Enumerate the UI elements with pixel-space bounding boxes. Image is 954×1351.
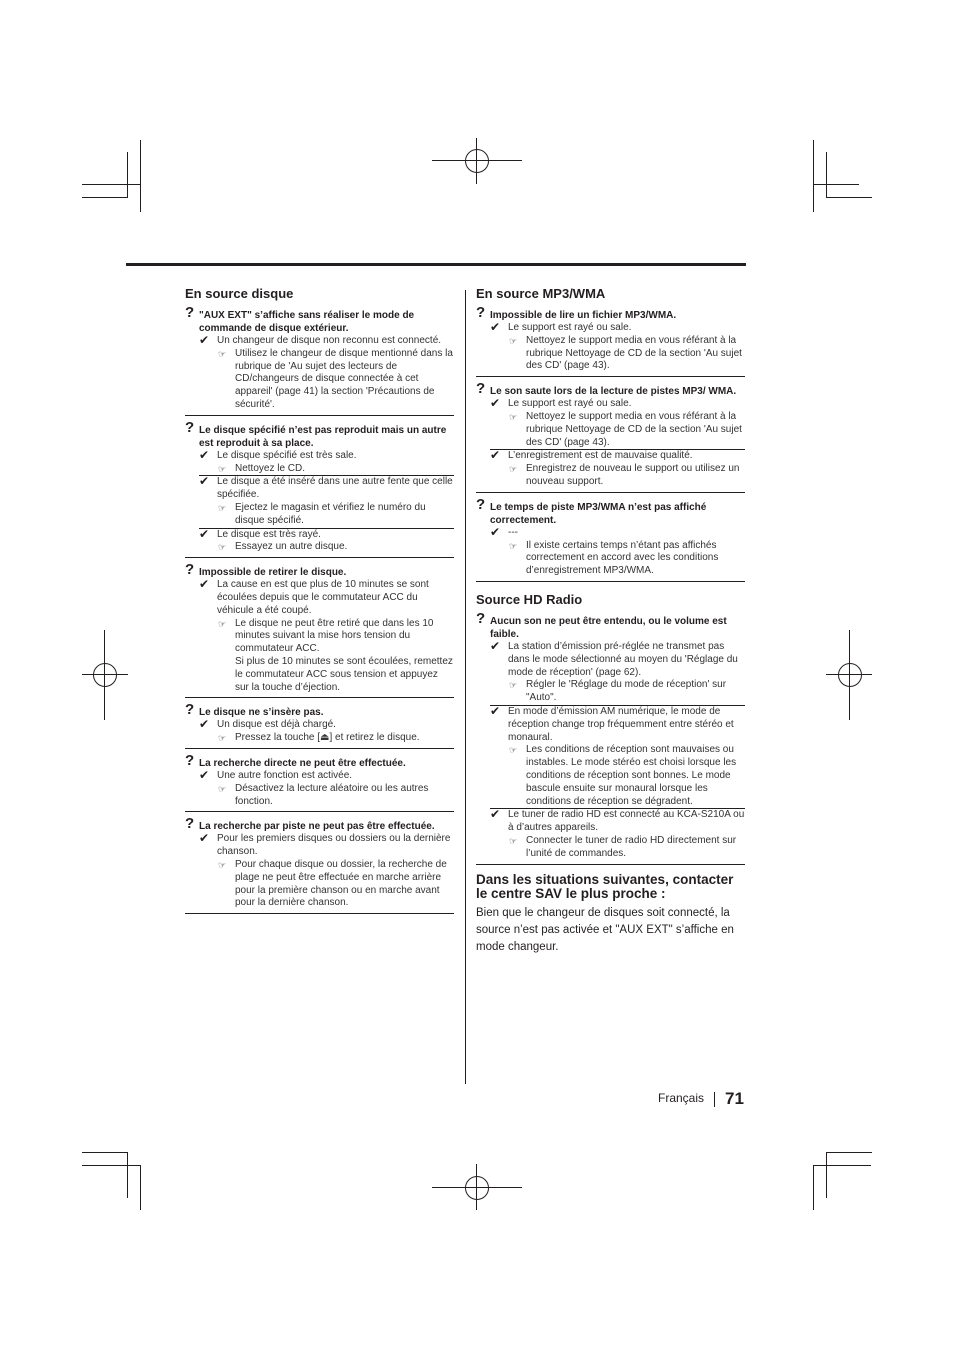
problem-question (476, 380, 745, 398)
solution-text: Il existe certains temps n’étant pas affichés correctement en accord avec les conditions d’enregistrement MP3/WMA. (526, 539, 719, 577)
cause-item (185, 335, 454, 348)
cause-item (199, 475, 454, 502)
pointing-hand-icon: ☞ (218, 502, 227, 513)
crop-mark-br-v2 (826, 1152, 827, 1198)
problem-text: Le disque spécifié n’est pas reproduit mais un autre est reproduit à sa place. (199, 424, 447, 449)
troubleshooting-item (185, 561, 454, 698)
pointing-hand-icon: ☞ (509, 411, 518, 422)
cause-item (199, 528, 454, 542)
solution-text: Essayez un autre disque. (235, 541, 348, 553)
crop-mark-tl-h (82, 197, 128, 198)
crop-mark-tr-v2 (826, 152, 827, 198)
solution-text: Connecter le tuner de radio HD directement sur l’unité de commandes. (526, 834, 737, 859)
troubleshooting-item (476, 380, 745, 493)
mp3-troubleshooting-list (476, 304, 745, 582)
problem-text: La recherche directe ne peut être effectuée. (199, 757, 406, 769)
checkmark-icon: ✔ (490, 524, 501, 539)
solution-item (185, 732, 454, 745)
problem-question (476, 304, 745, 322)
cause-item (185, 447, 454, 463)
solution-item (185, 348, 454, 412)
pointing-hand-icon: ☞ (509, 745, 518, 756)
cause-text: Le support est rayé ou sale. (508, 398, 632, 410)
crop-mark-tl-v (140, 140, 141, 212)
problem-question (476, 609, 745, 641)
cause-text: La cause en est que plus de 10 minutes se sont écoulées depuis que le commutateur ACC du véhicule a été coupé. (217, 579, 429, 616)
crop-mark-tr-h (826, 197, 872, 198)
cause-item (185, 767, 454, 783)
pointing-hand-icon: ☞ (218, 783, 227, 794)
checkmark-icon: ✔ (199, 474, 210, 489)
checkmark-icon: ✔ (199, 577, 210, 592)
question-mark-icon: ? (185, 304, 195, 321)
checkmark-icon: ✔ (199, 717, 210, 732)
solution-item (476, 335, 745, 373)
pointing-hand-icon: ☞ (509, 835, 518, 846)
section-title-hd-radio: Source HD Radio (476, 591, 583, 607)
language-label: Français (658, 1091, 705, 1106)
cause-text: Le disque a été inséré dans une autre fente que celle spécifiée. (217, 476, 453, 501)
crop-mark-tr-v (813, 140, 814, 212)
cause-item (476, 322, 745, 335)
checkmark-icon: ✔ (490, 448, 501, 463)
problem-question (185, 701, 454, 719)
crop-mark-bl-v2 (127, 1152, 128, 1198)
pointing-hand-icon: ☞ (218, 859, 227, 870)
cause-item (490, 705, 745, 744)
solution-text: Nettoyez le CD. (235, 462, 306, 474)
solution-text: Régler le 'Réglage du mode de réception' sur "Auto". (526, 679, 727, 704)
problem-text: Impossible de retirer le disque. (199, 567, 347, 579)
crop-mark-bl-h (82, 1152, 128, 1153)
cause-text: Le tuner de radio HD est connecté au KCA-S210A ou à d’autres appareils. (508, 809, 745, 834)
cause-text: --- (508, 526, 518, 538)
crop-mark-br-h (826, 1152, 872, 1153)
solution-item (185, 783, 454, 809)
solution-item (476, 411, 745, 449)
cause-item (476, 398, 745, 411)
footer-divider (714, 1092, 715, 1107)
solution-text: Le disque ne peut être retiré que dans les 10 minutes suivant la mise hors tension du commutateur ACC. (235, 617, 434, 655)
cause-item (185, 579, 454, 617)
cause-item (476, 638, 745, 679)
crop-mark-tr-h2 (813, 184, 859, 185)
pointing-hand-icon: ☞ (509, 540, 518, 551)
problem-question (185, 561, 454, 579)
problem-text: Le son saute lors de la lecture de pistes MP3/ WMA. (490, 386, 737, 398)
problem-question (185, 815, 454, 833)
solution-text-extra: Si plus de 10 minutes se sont écoulées, remettez le commutateur ACC sous tension et appuyez sur la touche d’éjection. (235, 655, 453, 693)
question-mark-icon: ? (185, 751, 195, 769)
right-column (476, 286, 745, 956)
pointing-hand-icon: ☞ (509, 680, 518, 691)
page-footer (658, 1089, 744, 1109)
troubleshooting-item (185, 815, 454, 914)
pointing-hand-icon: ☞ (218, 542, 227, 553)
checkmark-icon: ✔ (199, 333, 210, 347)
solution-item (476, 679, 745, 705)
crop-mark-tl-v2 (127, 152, 128, 198)
crop-mark-tl-h2 (82, 184, 140, 185)
solution-text: Pressez la touche [⏏] et retirez le disque. (235, 732, 420, 744)
crop-mark-bl-h2 (82, 1165, 140, 1166)
pointing-hand-icon: ☞ (509, 464, 518, 475)
solution-text: Ejectez le magasin et vérifiez le numéro du disque spécifié. (235, 501, 426, 526)
pointing-hand-icon: ☞ (509, 335, 518, 346)
checkmark-icon: ✔ (199, 526, 210, 541)
checkmark-icon: ✔ (199, 447, 210, 462)
checkmark-icon: ✔ (490, 638, 501, 653)
solution-text: Pour chaque disque ou dossier, la recherche de plage ne peut être effectuée en marche arrière pour la première chanson ou en marche avant pour la dernière chanson. (235, 858, 447, 909)
problem-text: "AUX EXT" s’affiche sans réaliser le mode de commande de disque extérieur. (199, 310, 415, 334)
cause-text: Un changeur de disque non reconnu est connecté. (217, 335, 442, 346)
problem-question (185, 304, 454, 335)
question-mark-icon: ? (185, 701, 195, 719)
solution-text: Nettoyez le support media en vous référant à la rubrique Nettoyage de CD de la section 'Au sujet des CD' (page 43). (526, 334, 742, 372)
solution-item (476, 835, 745, 861)
crop-mark-br-h2 (813, 1165, 871, 1166)
cause-text: Un disque est déjà chargé. (217, 719, 336, 731)
question-mark-icon: ? (476, 304, 486, 321)
sav-title: Dans les situations suivantes, contacter le centre SAV le plus proche : (476, 871, 734, 901)
problem-question (185, 418, 454, 450)
problem-text: Le disque ne s’insère pas. (199, 707, 324, 719)
troubleshooting-item (476, 609, 745, 865)
troubleshooting-item (476, 304, 745, 377)
checkmark-icon: ✔ (490, 703, 501, 718)
solution-item (185, 859, 454, 910)
solution-text: Désactivez la lecture aléatoire ou les autres fonction. (235, 782, 429, 807)
solution-text: Utilisez le changeur de disque mentionné dans la rubrique de 'Au sujet des lecteurs de CD/changeurs de disque connectée à cet appareil' (page 41) la section 'Précautions de sécurité'. (235, 347, 453, 410)
sav-body: Bien que le changeur de disques soit connecté, la source n’est pas activée et "AUX EXT" s’affiche en mode changeur. (476, 906, 734, 953)
pointing-hand-icon: ☞ (218, 618, 227, 629)
troubleshooting-item (185, 701, 454, 749)
troubleshooting-item (476, 495, 745, 582)
header-rule (126, 263, 746, 266)
solution-item (185, 463, 454, 476)
solution-item (476, 744, 745, 808)
cause-text: En mode d’émission AM numérique, le mode de réception change trop fréquemment entre stéréo et monaural. (508, 705, 734, 743)
cause-text: Une autre fonction est activée. (217, 769, 353, 781)
problem-text: Impossible de lire un fichier MP3/WMA. (490, 310, 677, 321)
question-mark-icon: ? (476, 495, 486, 513)
cause-text: L’enregistrement est de mauvaise qualité. (508, 450, 693, 462)
disc-troubleshooting-list (185, 304, 454, 914)
problem-text: La recherche par piste ne peut pas être effectuée. (199, 821, 435, 833)
hd-radio-troubleshooting-list (476, 609, 745, 865)
pointing-hand-icon: ☞ (218, 733, 227, 744)
checkmark-icon: ✔ (199, 767, 210, 782)
cause-item (490, 449, 745, 463)
question-mark-icon: ? (185, 815, 195, 833)
crop-mark-bl-v (140, 1165, 141, 1210)
troubleshooting-item (185, 751, 454, 812)
cause-text: Pour les premiers disques ou dossiers ou la dernière chanson. (217, 833, 451, 858)
troubleshooting-item (185, 304, 454, 416)
column-divider (465, 290, 466, 1084)
problem-text: Aucun son ne peut être entendu, ou le volume est faible. (490, 615, 727, 640)
question-mark-icon: ? (185, 561, 195, 579)
section-title-disc: En source disque (185, 286, 294, 301)
cause-item (490, 808, 745, 835)
cause-item (476, 524, 745, 540)
page-number: 71 (725, 1089, 744, 1108)
solution-text: Enregistrez de nouveau le support ou utilisez un nouveau support. (526, 463, 740, 487)
section-title-mp3: En source MP3/WMA (476, 286, 606, 301)
problem-question (185, 751, 454, 770)
troubleshooting-item (185, 418, 454, 558)
crop-mark-br-v (813, 1165, 814, 1210)
solution-item (476, 540, 745, 578)
solution-item (185, 618, 454, 656)
question-mark-icon: ? (476, 609, 486, 627)
checkmark-icon: ✔ (199, 831, 210, 846)
question-mark-icon: ? (476, 380, 486, 398)
pointing-hand-icon: ☞ (218, 348, 227, 359)
solution-item (185, 541, 454, 554)
checkmark-icon: ✔ (490, 807, 501, 822)
solution-text: Les conditions de réception sont mauvaises ou instables. Le mode stéréo est choisi lorsque les conditions de réception sont bonnes. Le mode bascule ensuite sur monaural lorsque les conditions de réception se dégradent. (526, 744, 737, 807)
left-column (185, 286, 454, 922)
question-mark-icon: ? (185, 418, 195, 436)
cause-text: Le disque est très rayé. (217, 528, 321, 540)
cause-item (185, 719, 454, 732)
cause-text: La station d’émission pré-réglée ne transmet pas dans le mode sélectionné au moyen du 'Réglage du mode de réception' (page 62). (508, 640, 738, 678)
problem-text: Le temps de piste MP3/WMA n’est pas affiché correctement. (490, 501, 707, 526)
cause-item (185, 833, 454, 859)
checkmark-icon: ✔ (490, 320, 501, 334)
solution-item (185, 502, 454, 528)
pointing-hand-icon: ☞ (218, 463, 227, 474)
problem-question (476, 495, 745, 527)
cause-text: Le disque spécifié est très sale. (217, 449, 357, 461)
cause-text: Le support est rayé ou sale. (508, 322, 632, 333)
checkmark-icon: ✔ (490, 396, 501, 411)
solution-item (476, 463, 745, 489)
solution-text: Nettoyez le support media en vous référant à la rubrique Nettoyage de CD de la section 'Au sujet des CD' (page 43). (526, 410, 742, 448)
